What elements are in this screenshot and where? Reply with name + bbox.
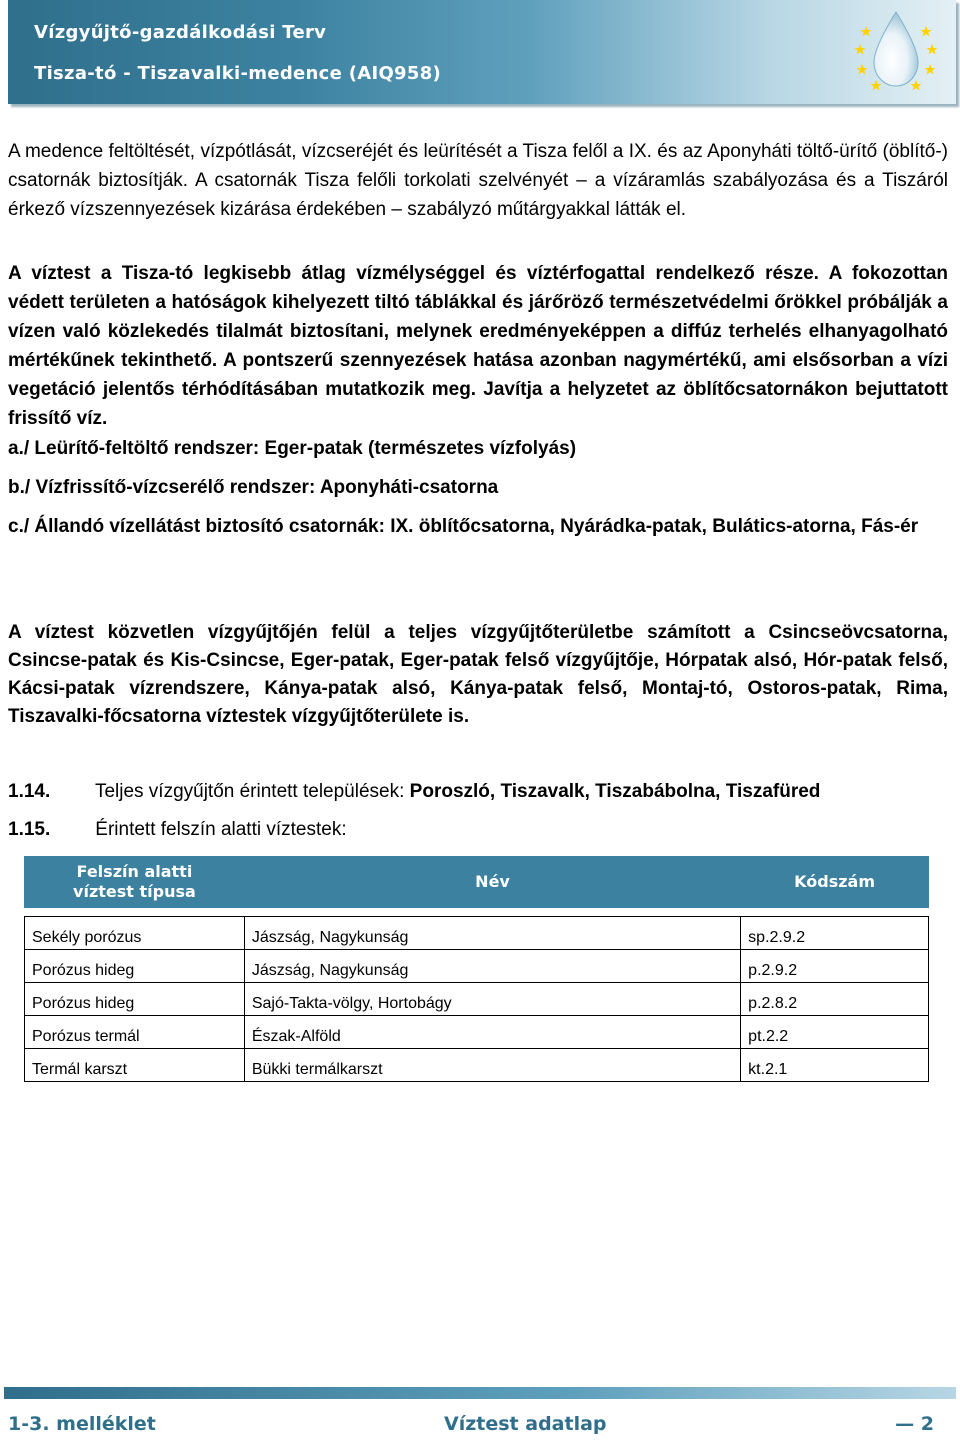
list-item: c./ Állandó vízellátást biztosító csatornák: IX. öblítőcsatorna, Nyárádka-patak, Bulátics-atorna, Fás-ér: [8, 516, 919, 537]
water-drop-eu-stars-logo: [846, 4, 946, 100]
table-cell: Porózus hideg: [25, 983, 245, 1016]
table-cell: sp.2.9.2: [741, 917, 929, 950]
column-header-type: Felszín alatti víztest típusa: [25, 857, 245, 908]
table-row: [25, 950, 929, 983]
table-spacer: [25, 908, 929, 917]
table-cell: kt.2.1: [741, 1049, 929, 1082]
section-label: Teljes vízgyűjtőn érintett települések:: [94, 781, 405, 802]
paragraph-2: A víztest a Tisza-tó legkisebb átlag vízmélységgel és víztérfogattal rendelkező része. A fokozottan védett területen a hatóságok kihelyezett tiltó táblákkal és járőröző természetvédelmi őrökkel próbálják a vízen való közlekedés tilalmát biztosítani, melynek eredményeképpen a diffúz terhelés elhanyagolható mértékűnek tekinthető. A pontszerű szennyezések hatása azonban nagymértékű, ami elsősorban a vízi vegetáció jelentős térhódításában mutatkozik meg. Javítja a helyzetet az öblítőcsatornákon bejuttatott frissítő víz.: [8, 263, 948, 429]
table-row: [25, 1049, 929, 1082]
list-item: b./ Vízfrissítő-vízcserélő rendszer: Aponyháti-csatorna: [8, 477, 499, 498]
table-cell: Jászság, Nagykunság: [244, 917, 740, 950]
table-cell: Bükki termálkarszt: [244, 1049, 740, 1082]
table-row: [25, 983, 929, 1016]
table-cell: p.2.8.2: [741, 983, 929, 1016]
table-cell: Sajó-Takta-völgy, Hortobágy: [244, 983, 740, 1016]
paragraph-1: A medence feltöltését, vízpótlását, vízcseréjét és leürítését a Tisza felől a IX. és az Aponyháti töltő-ürítő (öblítő-) csatornák biztosítják. A csatornák Tisza felőli torkolati szelvényét – a vízáramlás szabályozása és a Tiszáról érkező vízszennyezések kizárása érdekében – szabályzó műtárgyakkal látták el.: [8, 141, 948, 220]
footer-page-number: — 2: [895, 1413, 934, 1435]
footer-annex: 1-3. melléklet: [8, 1413, 156, 1435]
groundwater-table: [24, 856, 929, 1082]
table-row: [25, 1016, 929, 1049]
table-cell: Észak-Alföld: [244, 1016, 740, 1049]
page-number: 2: [920, 1413, 934, 1435]
footer-divider: [4, 1387, 956, 1399]
footer-doc-title: Víztest adatlap: [444, 1413, 607, 1435]
section-label: Érintett felszín alatti víztestek:: [95, 819, 347, 840]
header-subtitle: Tisza-tó - Tiszavalki-medence (AIQ958): [34, 63, 442, 84]
settlements-value: Poroszló, Tiszavalk, Tiszabábolna, Tiszafüred: [409, 781, 821, 802]
column-header-name: Név: [244, 857, 740, 908]
header-title: Vízgyűjtő-gazdálkodási Terv: [34, 22, 327, 43]
table-cell: p.2.9.2: [741, 950, 929, 983]
list-item: a./ Leürítő-feltöltő rendszer: Eger-patak (természetes vízfolyás): [8, 438, 577, 459]
table-cell: Jászság, Nagykunság: [244, 950, 740, 983]
page-header: [8, 0, 956, 104]
table-cell: Sekély porózus: [25, 917, 245, 950]
table-header-row: [25, 857, 929, 908]
system-list: [8, 434, 948, 551]
paragraph-3: A víztest közvetlen vízgyűjtőjén felül a teljes vízgyűjtőterületbe számított a Csincseövcsatorna, Csincse-patak és Kis-Csincse, Eger-patak, Eger-patak felső vízgyűjtője, Hórpatak alsó, Hór-patak felső, Kácsi-patak vízrendszere, Kánya-patak alsó, Kánya-patak felső, Montaj-tó, Ostoros-patak, Rima, Tiszavalki-főcsatorna víztestek vízgyűjtőterülete is.: [8, 622, 948, 727]
table-row: [25, 917, 929, 950]
table-cell: pt.2.2: [741, 1016, 929, 1049]
section-number: 1.14.: [8, 781, 51, 802]
section-number: 1.15.: [8, 819, 51, 840]
table-cell: Porózus hideg: [25, 950, 245, 983]
table-cell: Termál karszt: [25, 1049, 245, 1082]
section-1-15: [8, 819, 347, 841]
table-cell: Porózus termál: [25, 1016, 245, 1049]
section-1-14: [8, 781, 820, 803]
column-header-code: Kódszám: [741, 857, 929, 908]
